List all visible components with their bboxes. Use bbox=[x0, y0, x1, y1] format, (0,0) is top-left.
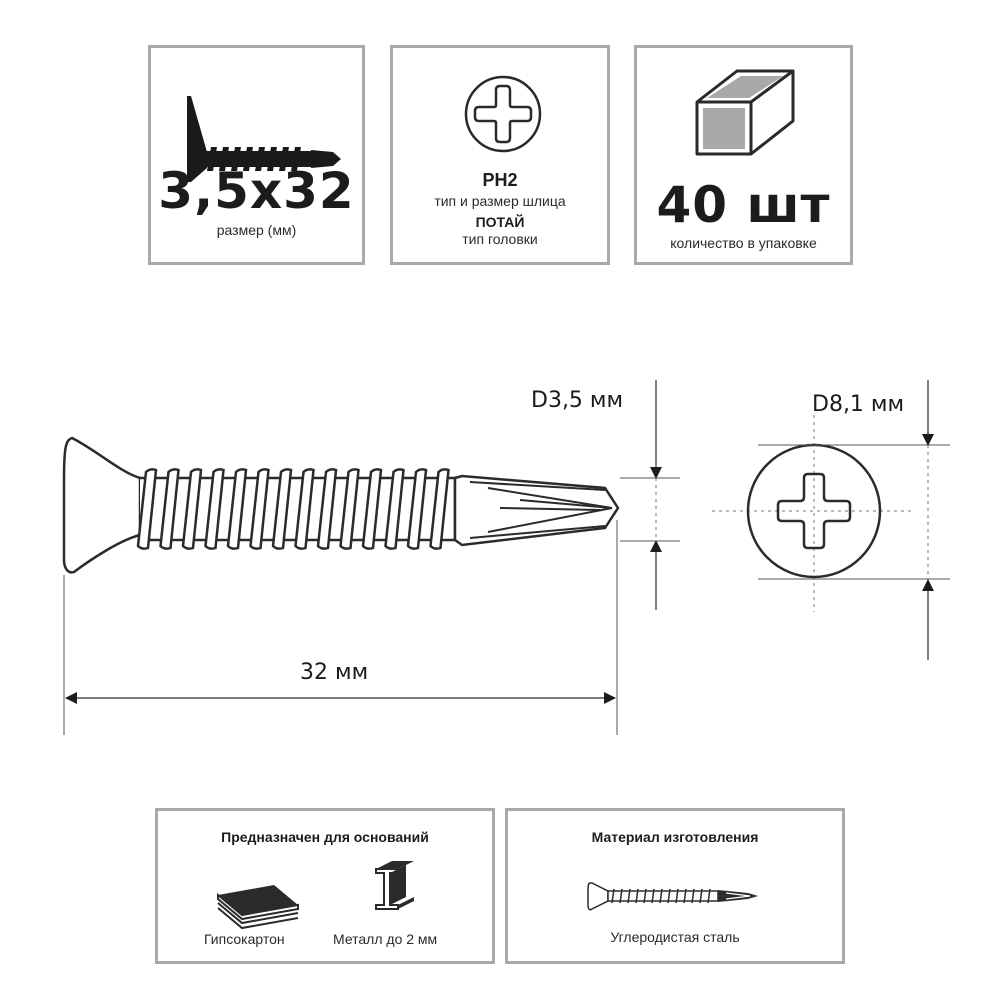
slot-type: PH2 bbox=[482, 170, 518, 190]
slot-type-caption: тип и размер шлица bbox=[434, 193, 566, 209]
screw-outline-icon bbox=[508, 869, 848, 929]
quantity-value: 40 шт bbox=[656, 176, 831, 234]
thread-diameter-label: D3,5 мм bbox=[531, 388, 624, 413]
size-value: 3,5x32 bbox=[158, 162, 355, 220]
drywall-icon bbox=[210, 879, 330, 939]
bases-item-metal: Металл до 2 мм bbox=[333, 931, 438, 947]
bases-card bbox=[155, 808, 495, 964]
bases-title: Предназначен для оснований bbox=[221, 829, 429, 845]
bases-item-drywall: Гипсокартон bbox=[204, 931, 285, 947]
material-value: Углеродистая сталь bbox=[610, 929, 740, 945]
metal-profile-icon bbox=[354, 863, 434, 933]
length-label: 32 мм bbox=[300, 660, 369, 685]
head-diameter-label: D8,1 мм bbox=[812, 392, 905, 417]
material-card bbox=[505, 808, 845, 964]
size-caption: размер (мм) bbox=[216, 222, 297, 238]
head-type-caption: тип головки bbox=[462, 231, 538, 247]
material-title: Материал изготовления bbox=[591, 829, 759, 845]
quantity-caption: количество в упаковке bbox=[670, 235, 817, 251]
head-type: ПОТАЙ bbox=[475, 214, 525, 230]
